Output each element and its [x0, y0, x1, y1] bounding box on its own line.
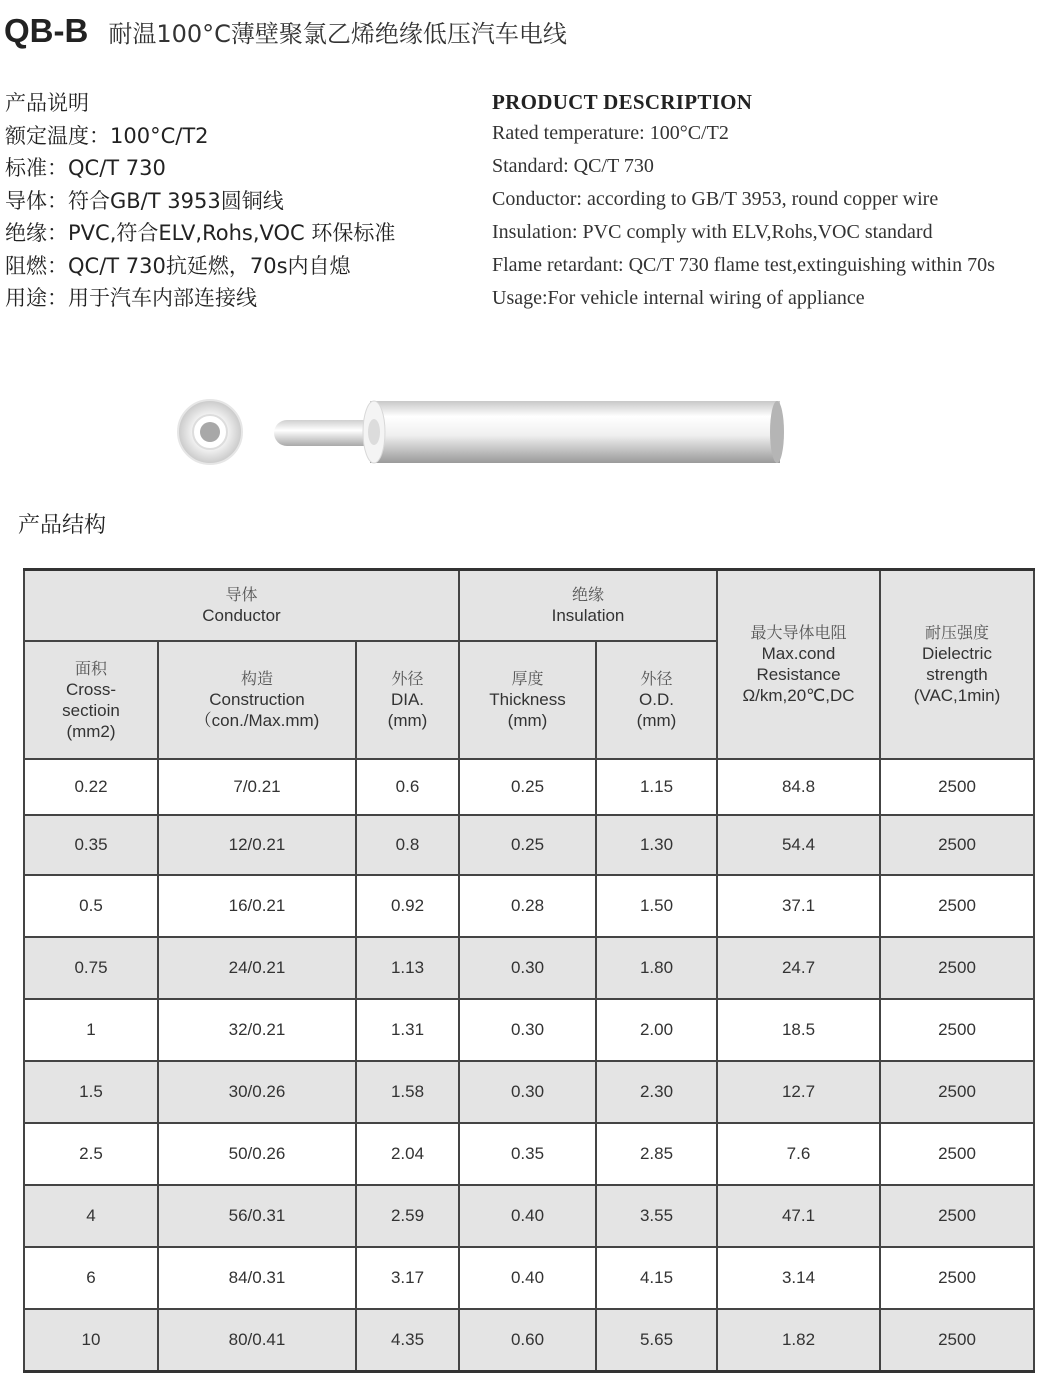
cell-thickness: 0.25 [459, 815, 596, 875]
cell-construction: 32/0.21 [158, 999, 356, 1061]
spec-table-body [24, 759, 1034, 1372]
cell-cross-section: 0.5 [24, 875, 158, 937]
desc-en-usage: Usage:For vehicle internal wiring of appliance [492, 287, 865, 309]
cell-conductor-dia: 1.31 [356, 999, 459, 1061]
product-title: 耐温100°C薄壁聚氯乙烯绝缘低压汽车电线 [108, 20, 567, 48]
header-conductor-dia: 外径 DIA. (mm) [356, 641, 459, 759]
cell-thickness: 0.40 [459, 1185, 596, 1247]
description-en [492, 88, 1054, 315]
cell-resistance: 7.6 [717, 1123, 880, 1185]
cell-dielectric: 2500 [880, 937, 1034, 999]
spec-table [23, 568, 1035, 1373]
desc-en-flame: Flame retardant: QC/T 730 flame test,extinguishing within 70s [492, 254, 995, 276]
cell-conductor-dia: 0.6 [356, 759, 459, 815]
cable-side-view-icon [274, 401, 784, 463]
cell-dielectric: 2500 [880, 759, 1034, 815]
desc-cn-flame: 阻燃：QC/T 730抗延燃，70s内自熄 [5, 253, 351, 278]
desc-en-standard: Standard: QC/T 730 [492, 155, 654, 177]
table-row [24, 1309, 1034, 1372]
header-conductor-group: 导体 Conductor [24, 570, 459, 641]
cell-resistance: 12.7 [717, 1061, 880, 1123]
cell-conductor-dia: 2.04 [356, 1123, 459, 1185]
cell-thickness: 0.28 [459, 875, 596, 937]
desc-cn-usage: 用途：用于汽车内部连接线 [5, 286, 257, 310]
cell-dielectric: 2500 [880, 1185, 1034, 1247]
table-row [24, 1247, 1034, 1309]
cell-thickness: 0.60 [459, 1309, 596, 1372]
cell-cross-section: 0.22 [24, 759, 158, 815]
header-construction: 构造 Construction （con./Max.mm) [158, 641, 356, 759]
desc-en-temperature: Rated temperature: 100°C/T2 [492, 122, 729, 144]
cable-cross-section-icon [178, 400, 242, 464]
cell-construction: 12/0.21 [158, 815, 356, 875]
title-row [4, 12, 567, 52]
cell-outer-dia: 4.15 [596, 1247, 717, 1309]
cell-construction: 56/0.31 [158, 1185, 356, 1247]
cell-construction: 84/0.31 [158, 1247, 356, 1309]
header-resistance: 最大导体电阻 Max.cond Resistance Ω/km,20℃,DC [717, 570, 880, 759]
cell-outer-dia: 5.65 [596, 1309, 717, 1372]
cable-illustration [170, 392, 800, 482]
cell-outer-dia: 2.85 [596, 1123, 717, 1185]
table-row [24, 1061, 1034, 1123]
desc-en-insulation: Insulation: PVC comply with ELV,Rohs,VOC standard [492, 221, 933, 243]
cell-construction: 24/0.21 [158, 937, 356, 999]
cell-construction: 7/0.21 [158, 759, 356, 815]
cell-outer-dia: 2.30 [596, 1061, 717, 1123]
header-dielectric: 耐压强度 Dielectric strength (VAC,1min) [880, 570, 1034, 759]
section-title: 产品结构 [18, 513, 107, 538]
cell-construction: 30/0.26 [158, 1061, 356, 1123]
cell-outer-dia: 2.00 [596, 999, 717, 1061]
cell-outer-dia: 3.55 [596, 1185, 717, 1247]
header-insulation-group: 绝缘 Insulation [459, 570, 717, 641]
cell-outer-dia: 1.50 [596, 875, 717, 937]
cell-resistance: 3.14 [717, 1247, 880, 1309]
cell-construction: 50/0.26 [158, 1123, 356, 1185]
cell-thickness: 0.30 [459, 937, 596, 999]
desc-en-heading: PRODUCT DESCRIPTION [492, 90, 753, 114]
header-outer-dia: 外径 O.D. (mm) [596, 641, 717, 759]
cell-construction: 16/0.21 [158, 875, 356, 937]
desc-cn-heading: 产品说明 [5, 91, 89, 115]
cell-conductor-dia: 2.59 [356, 1185, 459, 1247]
cell-dielectric: 2500 [880, 1247, 1034, 1309]
cell-dielectric: 2500 [880, 1309, 1034, 1372]
header-cross-section: 面积 Cross- sectioin (mm2) [24, 641, 158, 759]
cell-thickness: 0.35 [459, 1123, 596, 1185]
cell-conductor-dia: 1.13 [356, 937, 459, 999]
cell-cross-section: 1.5 [24, 1061, 158, 1123]
cell-resistance: 54.4 [717, 815, 880, 875]
table-row [24, 815, 1034, 875]
cell-resistance: 37.1 [717, 875, 880, 937]
cell-resistance: 47.1 [717, 1185, 880, 1247]
cell-dielectric: 2500 [880, 815, 1034, 875]
table-row [24, 875, 1034, 937]
desc-en-conductor: Conductor: according to GB/T 3953, round copper wire [492, 188, 939, 210]
cell-cross-section: 1 [24, 999, 158, 1061]
cell-dielectric: 2500 [880, 1061, 1034, 1123]
cell-cross-section: 0.35 [24, 815, 158, 875]
desc-cn-standard: 标准：QC/T 730 [5, 156, 166, 180]
cell-conductor-dia: 0.8 [356, 815, 459, 875]
cell-resistance: 84.8 [717, 759, 880, 815]
desc-cn-conductor: 导体：符合GB/T 3953圆铜线 [5, 188, 284, 213]
cell-dielectric: 2500 [880, 1123, 1034, 1185]
cell-resistance: 1.82 [717, 1309, 880, 1372]
desc-cn-temperature: 额定温度：100°C/T2 [5, 123, 209, 148]
product-code: QB-B [4, 12, 89, 49]
cell-cross-section: 6 [24, 1247, 158, 1309]
cell-resistance: 24.7 [717, 937, 880, 999]
cell-cross-section: 4 [24, 1185, 158, 1247]
cell-conductor-dia: 3.17 [356, 1247, 459, 1309]
cell-conductor-dia: 1.58 [356, 1061, 459, 1123]
header-thickness: 厚度 Thickness (mm) [459, 641, 596, 759]
cell-cross-section: 0.75 [24, 937, 158, 999]
cell-conductor-dia: 0.92 [356, 875, 459, 937]
table-row [24, 937, 1034, 999]
cell-cross-section: 2.5 [24, 1123, 158, 1185]
cell-thickness: 0.25 [459, 759, 596, 815]
cell-thickness: 0.40 [459, 1247, 596, 1309]
table-row [24, 999, 1034, 1061]
desc-cn-insulation: 绝缘：PVC,符合ELV,Rohs,VOC 环保标准 [5, 221, 396, 245]
table-row [24, 1185, 1034, 1247]
cell-outer-dia: 1.30 [596, 815, 717, 875]
table-row [24, 759, 1034, 815]
cell-dielectric: 2500 [880, 999, 1034, 1061]
cell-cross-section: 10 [24, 1309, 158, 1372]
table-row [24, 1123, 1034, 1185]
cell-dielectric: 2500 [880, 875, 1034, 937]
cell-conductor-dia: 4.35 [356, 1309, 459, 1372]
cell-construction: 80/0.41 [158, 1309, 356, 1372]
cell-outer-dia: 1.15 [596, 759, 717, 815]
cell-thickness: 0.30 [459, 999, 596, 1061]
description-cn [5, 87, 475, 315]
cell-resistance: 18.5 [717, 999, 880, 1061]
cell-outer-dia: 1.80 [596, 937, 717, 999]
cell-thickness: 0.30 [459, 1061, 596, 1123]
